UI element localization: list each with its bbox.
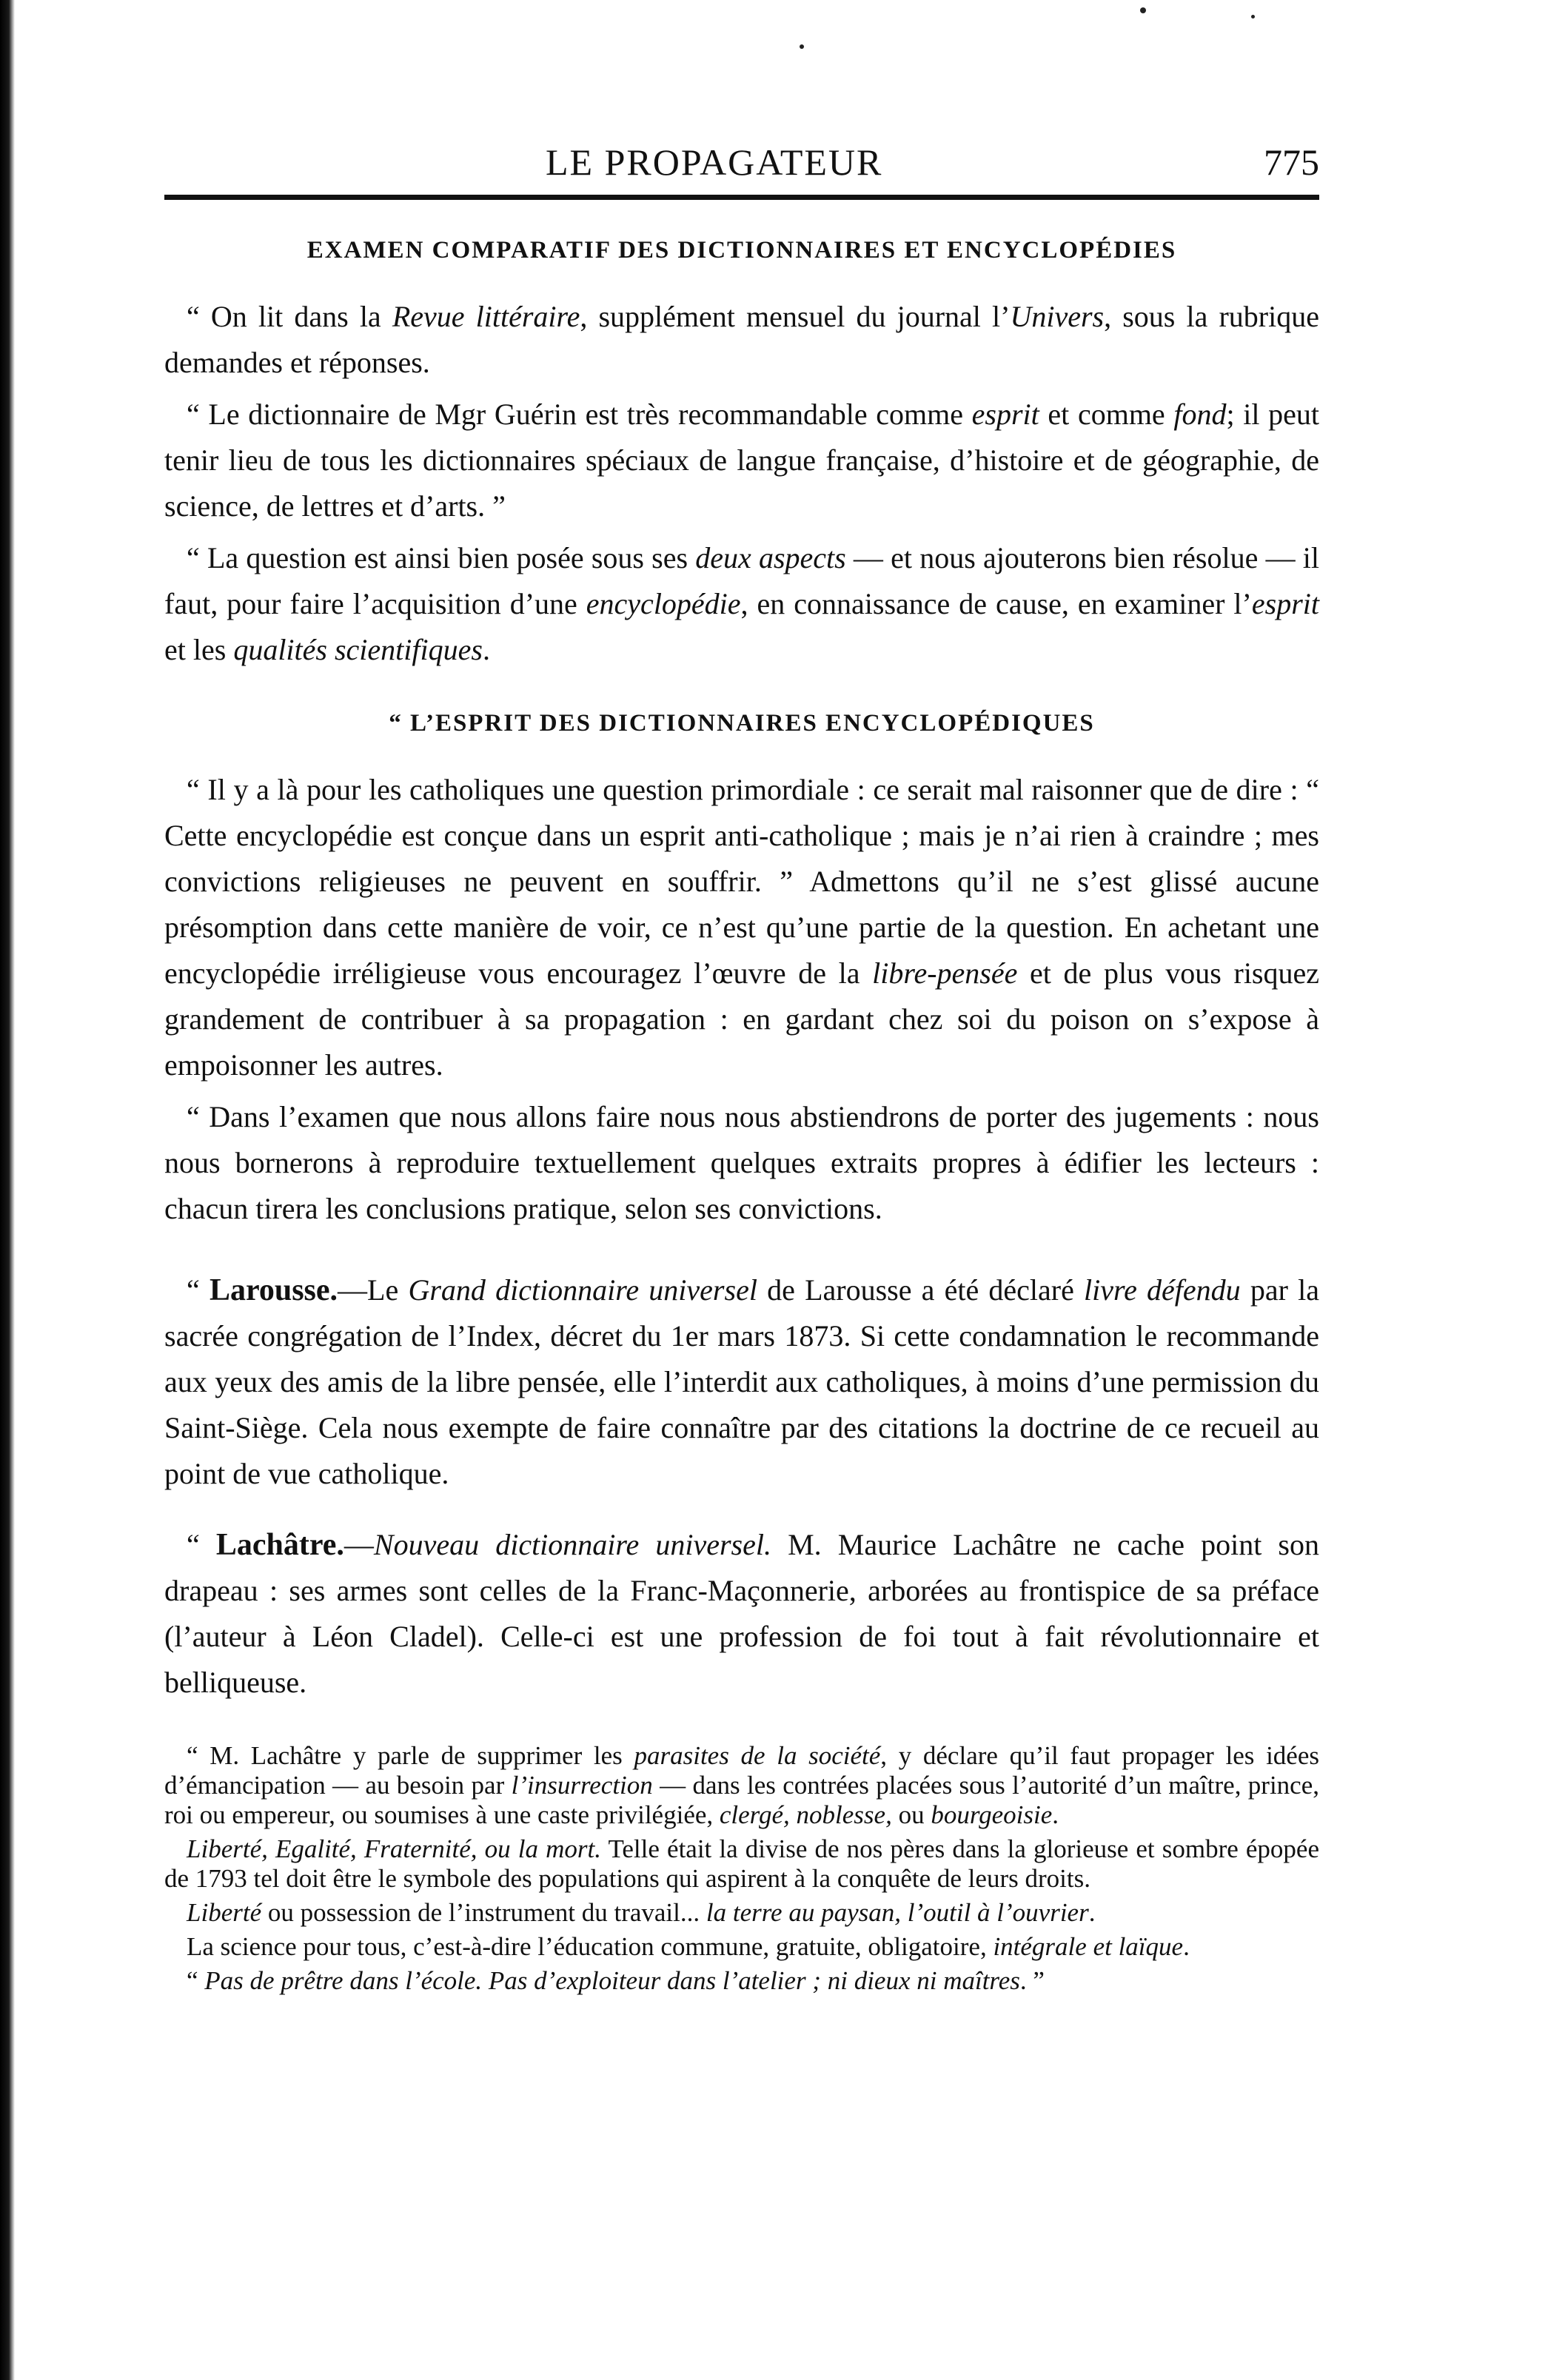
quote-paragraph-1: “ M. Lachâtre y parle de supprimer les parasites de la société, y déclare qu’il faut propager les idées d’émancipation — au besoin par l’insurrection — dans les contrées placées sous l’autorité d’un maître, prince, roi ou empereur, ou soumises à une caste privilégiée, clergé, noblesse, ou bourgeoisie. [164, 1741, 1320, 1829]
section-title-esprit: “ L’ESPRIT DES DICTIONNAIRES ENCYCLOPÉDIQUES [389, 710, 1095, 737]
running-title: LE PROPAGATEUR [546, 141, 883, 183]
paragraph-question: “ La question est ainsi bien posée sous ses deux aspects — et nous ajouterons bien résolue — il faut, pour faire l’acquisition d’une encyclopédie, en connaissance de cause, en examiner l’esprit et les qualités scientifiques. [164, 541, 1319, 666]
spacer [164, 1712, 1319, 1741]
document-page [164, 111, 1319, 2000]
entry-larousse: “ Larousse.—Le Grand dictionnaire universel de Larousse a été déclaré livre défendu par la sacrée congrégation de l’Index, décret du 1er mars 1873. Si cette condamnation le recommande aux yeux des amis de la libre pensée, elle l’interdit aux catholiques, à moins d’une permission du Saint-Siège. Cela nous exempte de faire connaître par des citations la doctrine de ce recueil au point de vue catholique. [164, 1273, 1320, 1490]
entry-lachatre: “ Lachâtre.—Nouveau dictionnaire universel. M. Maurice Lachâtre ne cache point son drapeau : ses armes sont celles de la Franc-Maçonnerie, arborées au frontispice de sa préface (l’auteur à Léon Cladel). Celle-ci est une profession de foi tout à fait révolutionnaire et belliqueuse. [164, 1528, 1320, 1699]
entry-name-lachatre: Lachâtre. [215, 1528, 344, 1562]
lachatre-quotation [164, 1741, 1319, 1996]
paragraph-guerin: “ Le dictionnaire de Mgr Guérin est très recommandable comme esprit et comme fond; il peut tenir lieu de tous les dictionnaires spéciaux de langue française, d’histoire et de géographie, de science, de lettres et d’arts. ” [164, 398, 1319, 523]
print-speck [1140, 7, 1146, 13]
running-head [164, 111, 1319, 192]
quote-paragraph-4: La science pour tous, c’est-à-dire l’éducation commune, gratuite, obligatoire, intégrale et laïque. [187, 1932, 1190, 1961]
paragraph-examen: “ Dans l’examen que nous allons faire nous nous abstiendrons de porter des jugements : nous nous bornerons à reproduire textuellement quelques extraits propres à édifier les lecteurs : chacun tirera les conclusions pratique, selon ses convictions. [164, 1100, 1319, 1225]
paragraph-revue: “ On lit dans la Revue littéraire, supplément mensuel du journal l’Univers, sous la rubrique demandes et réponses. [164, 300, 1319, 379]
print-speck [1251, 15, 1255, 19]
quote-paragraph-5: “ Pas de prêtre dans l’école. Pas d’exploiteur dans l’atelier ; ni dieux ni maîtres. ” [187, 1966, 1045, 1995]
quote-paragraph-3: Liberté ou possession de l’instrument du travail... la terre au paysan, l’outil à l’ouvrier. [187, 1898, 1096, 1927]
spacer [164, 1238, 1319, 1267]
quote-paragraph-2: Liberté, Egalité, Fraternité, ou la mort. Telle était la divise de nos pères dans la glorieuse et sombre épopée de 1793 tel doit être le symbole des populations qui aspirent à la conquête de leurs droits. [164, 1834, 1320, 1893]
paragraph-catholiques: “ Il y a là pour les catholiques une question primordiale : ce serait mal raisonner que de dire : “ Cette encyclopédie est conçue dans un esprit anti-catholique ; mais je n’ai rien à craindre ; mes convictions religieuses ne peuvent en souffrir. ” Admettons qu’il ne s’est glissé aucune présomption dans cette manière de voir, ce n’est qu’une partie de la question. En achetant une encyclopédie irréligieuse vous encouragez l’œuvre de la libre-pensée et de plus vous risquez grandement de contribuer à sa propagation : en gardant chez soi du poison on s’expose à empoisonner les autres. [164, 773, 1320, 1082]
page-number: 775 [1264, 141, 1319, 183]
entry-name-larousse: Larousse. [209, 1273, 338, 1307]
print-speck [800, 44, 804, 49]
header-rule [164, 195, 1319, 200]
page-spine-shadow [0, 0, 15, 2380]
section-title-examen: EXAMEN COMPARATIF DES DICTIONNAIRES ET ENCYCLOPÉDIES [306, 237, 1177, 264]
spacer [164, 1503, 1319, 1522]
